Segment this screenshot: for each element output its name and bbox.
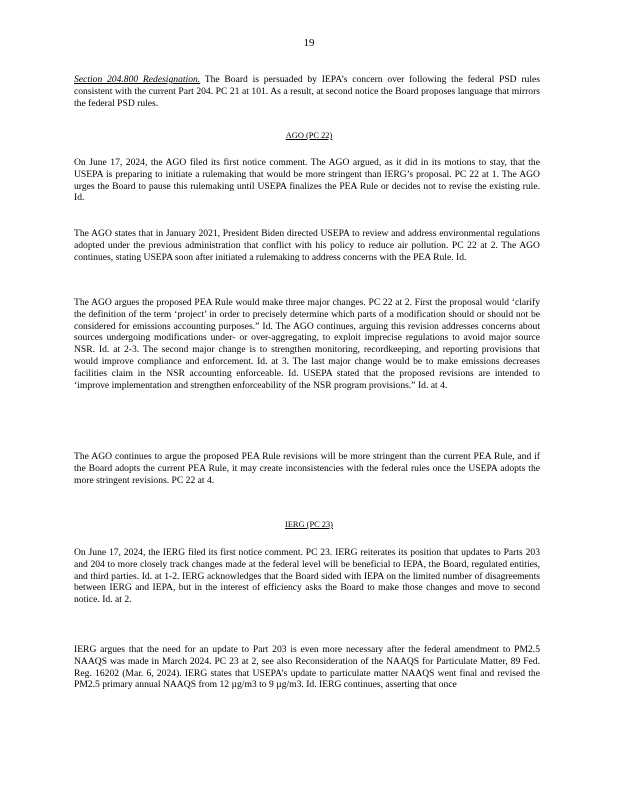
paragraph-text: The Board is persuaded by IEPA’s concern over following the federal PSD rules consistent with the current Part 204. PC 21 at 101. As a result, at second notice the Board proposes language that mirrors the federal PSD rules. — [74, 74, 540, 109]
paragraph-ago-1: On June 17, 2024, the AGO filed its first notice comment. The AGO argued, as it did in its motions to stay, that the USEPA is preparing to initiate a rulemaking that would be more stringent than IERG’s proposal. PC 22 at 1. The AGO urges the Board to pause this rulemaking until USEPA finalizes the PEA Rule or decides not to revise the existing rule. Id. — [74, 157, 540, 204]
paragraph-ierg-1: On June 17, 2024, the IERG filed its first notice comment. PC 23. IERG reiterates its position that updates to Parts 203 and 204 to more closely track changes made at the federal level will be beneficial to IEPA, the Board, regulated entities, and third parties. Id. at 1-2. IERG acknowledges that the Board sided with IEPA on the limited number of disagreements between IERG and IEPA, but in the interest of efficiency asks the Board to make those changes and move to second notice. Id. at 2. — [74, 547, 540, 606]
section-heading: Section 204.800 Redesignation. — [74, 74, 201, 85]
section-heading-ago: AGO (PC 22) — [285, 131, 333, 140]
paragraph-ierg-2: IERG argues that the need for an update to Part 203 is even more necessary after the federal amendment to PM2.5 NAAQS was made in March 2024. PC 23 at 2, see also Reconsideration of the NAAQS for Particulate Matter, 89 Fed. Reg. 16202 (Mar. 6, 2024). IERG states that USEPA’s update to particulate matter NAAQS went final and revised the PM2.5 primary annual NAAQS from 12 µg/m3 to 9 µg/m3. Id. IERG continues, asserting that once — [74, 644, 540, 691]
paragraph-redesignation — [74, 74, 540, 109]
section-heading-ierg: IERG (PC 23) — [285, 520, 333, 529]
paragraph-ago-4: The AGO continues to argue the proposed PEA Rule revisions will be more stringent than the current PEA Rule, and if the Board adopts the current PEA Rule, it may create inconsistencies with the federal rules once the USEPA adopts the more stringent revisions. PC 22 at 4. — [74, 451, 540, 486]
page-number: 19 — [303, 37, 315, 49]
paragraph-ago-3: The AGO argues the proposed PEA Rule would make three major changes. PC 22 at 2. First the proposal would ‘clarify the definition of the term ‘project’ in order to precisely determine which parts of a modification should or should not be considered for emissions accounting purposes.” Id. The AGO continues, arguing this revision addresses concerns about sources undergoing modifications under- or over-aggregating, to exploit imprecise regulations to avoid major source NSR. Id. at 2-3. The second major change is to strengthen monitoring, recordkeeping, and reporting provisions that would improve compliance and enforcement. Id. at 3. The last major change would be to make emissions decreases facilities claim in the NSR accounting enforceable. Id. USEPA stated that the proposed revisions are intended to ‘improve implementation and strengthen enforceability of the NSR program provisions.” Id. at 4. — [74, 297, 540, 391]
paragraph-ago-2: The AGO states that in January 2021, President Biden directed USEPA to review and address environmental regulations adopted under the previous administration that conflict with his policy to reduce air pollution. PC 22 at 2. The AGO continues, stating USEPA soon after initiated a rulemaking to address concerns with the PEA Rule. Id. — [74, 228, 540, 263]
